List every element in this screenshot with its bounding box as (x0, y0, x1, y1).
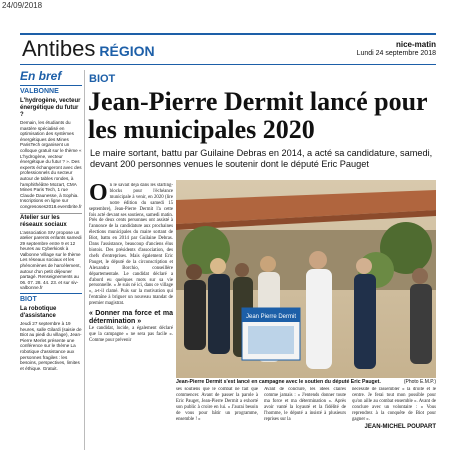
article-headline: Jean-Pierre Dermit lancé pour les municipales 2020 (88, 87, 428, 144)
brief-body: Demain, les étudiants du mastère spécialisé en optimisation des systèmes énergétiques des Mines ParisTech organisent un colloque gratuit sur le thème « L'hydrogène, vecteur énergétique du futur ? ». Des experts échangeront avec des professionnels du secteur autour de tables rondes, à l'amphithéâtre Mozart, CMA Mines Paris Tech, 1 rue Claude Daunesse, à Sophia. Inscriptions en ligne sur congresoses2018.eventbrite.fr (20, 120, 82, 209)
article-column-1 (89, 183, 173, 383)
column-divider (84, 70, 85, 450)
column-text: nécessité de rassembler « la droite et le centre. Je ferai tout mon possible pour qu'on aille au combat ensemble ». Avant de conclure avec un volontaire : « Vous reprendrez à la conquête de Biot pour gagner ». (352, 387, 436, 422)
photo-caption (176, 379, 436, 385)
article-kicker: BIOT (89, 73, 116, 85)
newspaper-brand: nice-matin (395, 40, 436, 49)
drop-cap: O (89, 183, 108, 206)
column-text: n le savait déjà dans les starting-blocks pour l'échéance municipale à venir, en 2020 (lire notre édition du samedi 15 septembre), Jean-Pierre Dermit l'a cette fois acté devant ses soutiens, samedi matin. Près de deux cents personnes ont assisté à l'annonce de la candidature aux prochaines élections municipales du maire sortant de Biot, battu en 2014 par Guilaine Debras. Dans l'assistance, beaucoup d'anciens élus biotois. Des présidents d'association, des chefs d'entreprises. Mais également Eric Pauget, le député de la circonscription et Alexandra Borchio, conseillère départementale. Le candidat déclaré a d'abord eu quelques mots sur sa vie personnelle. « Je suis né ici, dans ce village », a-t-il clamé. Puis sur la motivation qui l'entraîne à briguer un nouveau mandat de premier magistrat. (89, 183, 173, 307)
article-subhead: « Donner ma force et ma détermination » (89, 310, 173, 326)
header-divider (20, 64, 436, 65)
author-signature: JEAN-MICHEL POUPART (364, 424, 436, 431)
sidebar-place: BIOT (20, 293, 82, 304)
sidebar-place: VALBONNE (20, 85, 82, 96)
article-column-2: ses soutiens que le combat ne fait que commencer. Avant de passer la parole à Eric Pauget, Jean-Pierre Dermit a exhorté son public à croire en lui. « J'aurai besoin de vous pour bâtir un programme, ensemble ! » (176, 387, 258, 422)
en-bref-sidebar (20, 70, 82, 450)
photo-credit: (Photo E.M.P.) (403, 379, 436, 385)
brief-headline: La robotique d'assistance (20, 306, 57, 320)
article-standfirst: Le maire sortant, battu par Guilaine Debras en 2014, a acté sa candidature, samedi, devant 200 personnes venues le soutenir dont le député Eric Pauget (90, 148, 433, 169)
brief-headline: L'hydrogène, vecteur énergétique du futur ? (20, 98, 81, 118)
article-column-3: Avant de conclure, les idées claires comme jamais : « J'entends donner toute ma force et ma détermination ». Après avoir vanté la loyauté et la fidélité de l'homme, le député a insisté à plusieurs reprises sur la (264, 387, 346, 422)
article-column-4 (352, 387, 436, 447)
caption-text: Jean-Pierre Dermit s'est lancé en campagne avec le soutien du député Eric Pauget. (176, 379, 381, 385)
brief-body: L'association SIV propose un atelier parents enfants samedi 29 septembre entre 9 et 12 heures au Cyberkiosk à Valbonne Village sur le thème Les réseaux sociaux et les phénomènes de harcèlement, autour d'un petit déjeuner partagé. Renseignements au 06. 07. 28. 44. 23. et sur siv-valbonne.fr (20, 229, 82, 291)
column-text: Le candidat, lucide, a également déclaré que la campagne « ne sera pas facile ». Comme pour prévenir (89, 326, 173, 343)
poster-text: Jean Pierre Dermit (245, 314, 297, 320)
scan-date-stamp: 24/09/2018 (2, 1, 43, 10)
brief-headline: Atelier sur les réseaux sociaux (20, 213, 82, 229)
page-section-title (22, 36, 155, 64)
region-label: RÉGION (99, 43, 155, 59)
issue-date: Lundi 24 septembre 2018 (356, 50, 436, 57)
photo-illustration (176, 180, 436, 378)
sidebar-title: En bref (20, 70, 62, 83)
city-name: Antibes (22, 36, 96, 61)
header-rule (20, 33, 436, 35)
article-photo (176, 180, 436, 378)
brief-body: Jeudi 27 septembre à 19 heures, salle Gilardi (saisie de Biot au piedi du village), Jean-Pierre Merlet présente une conférence sur le thème La robotique d'assistance aux personnes fragiles : les besoins, perspectives, limites et éthique. Gratuit. (20, 321, 82, 371)
